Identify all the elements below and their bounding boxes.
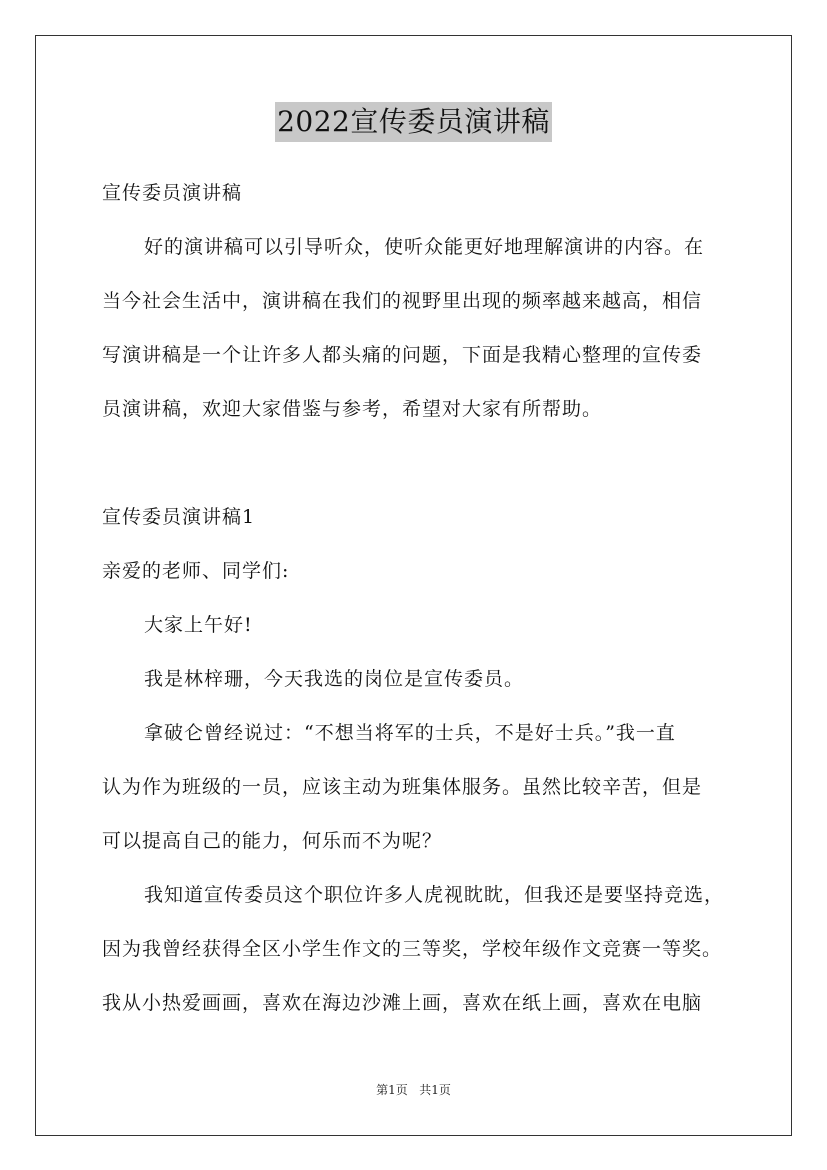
page-footer: 第1页 共1页 bbox=[376, 1083, 451, 1097]
title-container bbox=[0, 102, 827, 142]
subtitle: 宣传委员演讲稿 bbox=[102, 182, 243, 204]
body-line: 拿破仑曾经说过：“不想当将军的士兵，不是好士兵。”我一直 bbox=[144, 722, 676, 744]
body-line: 因为我曾经获得全区小学生作文的三等奖，学校年级作文竞赛一等奖。 bbox=[102, 938, 723, 960]
body-line: 大家上午好! bbox=[144, 614, 253, 636]
intro-line: 好的演讲稿可以引导听众，使听众能更好地理解演讲的内容。在 bbox=[144, 236, 705, 258]
intro-line: 员演讲稿，欢迎大家借鉴与参考，希望对大家有所帮助。 bbox=[102, 398, 603, 420]
paragraph-gap bbox=[102, 442, 742, 496]
body-line: 认为作为班级的一员，应该主动为班集体服务。虽然比较辛苦，但是 bbox=[102, 776, 703, 798]
body-line: 可以提高自己的能力，何乐而不为呢？ bbox=[102, 830, 443, 852]
body-line: 我是林梓珊，今天我选的岗位是宣传委员。 bbox=[144, 668, 525, 690]
section-heading: 宣传委员演讲稿1 bbox=[102, 506, 256, 528]
body-line: 我从小热爱画画，喜欢在海边沙滩上画，喜欢在纸上画，喜欢在电脑 bbox=[102, 992, 703, 1014]
intro-line: 当今社会生活中，演讲稿在我们的视野里出现的频率越来越高，相信 bbox=[102, 290, 703, 312]
body-line: 我知道宣传委员这个职位许多人虎视眈眈，但我还是要坚持竞选， bbox=[144, 884, 725, 906]
document-body bbox=[102, 172, 742, 1036]
intro-line: 写演讲稿是一个让许多人都头痛的问题，下面是我精心整理的宣传委 bbox=[102, 344, 703, 366]
salutation: 亲爱的老师、同学们: bbox=[102, 560, 290, 582]
document-title: 2022宣传委员演讲稿 bbox=[275, 102, 552, 142]
